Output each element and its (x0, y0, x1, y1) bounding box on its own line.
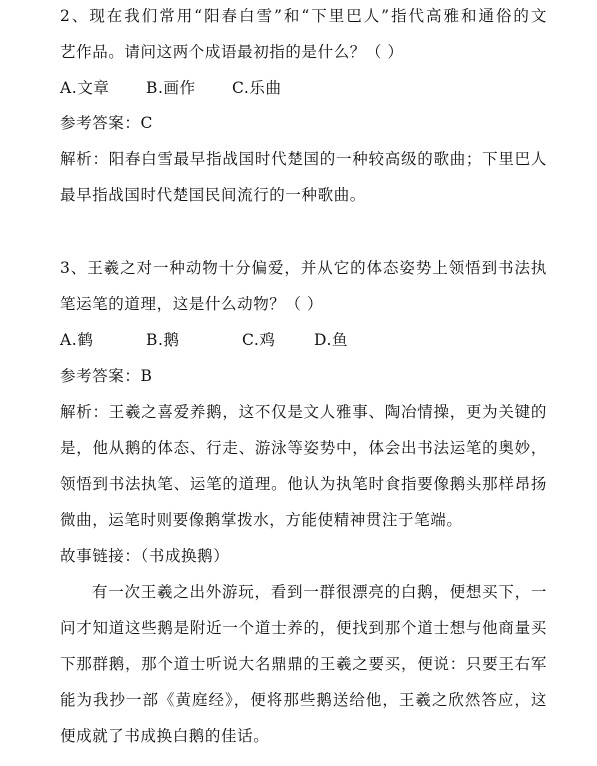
q3-story-line-1: 有一次王羲之出外游玩，看到一群很漂亮的白鹅，便想买下，一 (92, 583, 547, 601)
q3-analysis-line-1: 解析：王羲之喜爱养鹅，这不仅是文人雅事、陶冶情操，更为关键的 (60, 403, 547, 421)
q3-story-line-4: 能为我抄一部《黄庭经》，便将那些鹅送给他，王羲之欣然答应，这 (60, 691, 547, 709)
q2-analysis-line-1: 解析：阳春白雪最早指战国时代楚国的一种较高级的歌曲；下里巴人 (60, 150, 547, 168)
q3-question-line-1: 3、王羲之对一种动物十分偏爱，并从它的体态姿势上领悟到书法执 (60, 259, 547, 277)
q3-story-line-5: 便成就了书成换白鹅的佳话。 (60, 727, 270, 745)
q3-story-line-2: 问才知道这些鹅是附近一个道士养的，便找到那个道士想与他商量买 (60, 619, 547, 637)
q2-option-c: C.乐曲 (232, 79, 282, 97)
q2-options (60, 78, 547, 98)
q3-option-b: B.鹅 (146, 331, 180, 349)
q3-option-d: D.鱼 (314, 331, 349, 349)
q3-story-title: 故事链接：（书成换鹅） (60, 547, 230, 565)
q2-option-a: A.文章 (60, 79, 110, 97)
q3-story-line-3: 下那群鹅，那个道士听说大名鼎鼎的王羲之要买，便说：只要王右军 (60, 655, 547, 673)
q3-option-a: A.鹤 (60, 331, 94, 349)
q3-question-line-2: 笔运笔的道理，这是什么动物？（ ） (60, 295, 324, 313)
q3-analysis-line-3: 领悟到书法执笔、运笔的道理。他认为执笔时食指要像鹅头那样昂扬 (60, 475, 547, 493)
q3-analysis-line-2: 是，他从鹅的体态、行走、游泳等姿势中，体会出书法运笔的奥妙， (60, 439, 547, 457)
q3-option-c: C.鸡 (242, 331, 276, 349)
q2-option-b: B.画作 (146, 79, 196, 97)
q3-answer: 参考答案：B (60, 367, 153, 385)
q3-options (60, 330, 547, 350)
q2-question-line-1: 2、现在我们常用“阳春白雪”和“下里巴人”指代高雅和通俗的文 (60, 7, 547, 25)
q2-question-line-2: 艺作品。请问这两个成语最初指的是什么？（ ） (60, 43, 404, 61)
q3-analysis-line-4: 微曲，运笔时则要像鹅掌拨水，方能使精神贯注于笔端。 (60, 511, 463, 529)
q2-analysis-line-2: 最早指战国时代楚国民间流行的一种歌曲。 (60, 186, 366, 204)
q2-answer: 参考答案：C (60, 114, 153, 132)
